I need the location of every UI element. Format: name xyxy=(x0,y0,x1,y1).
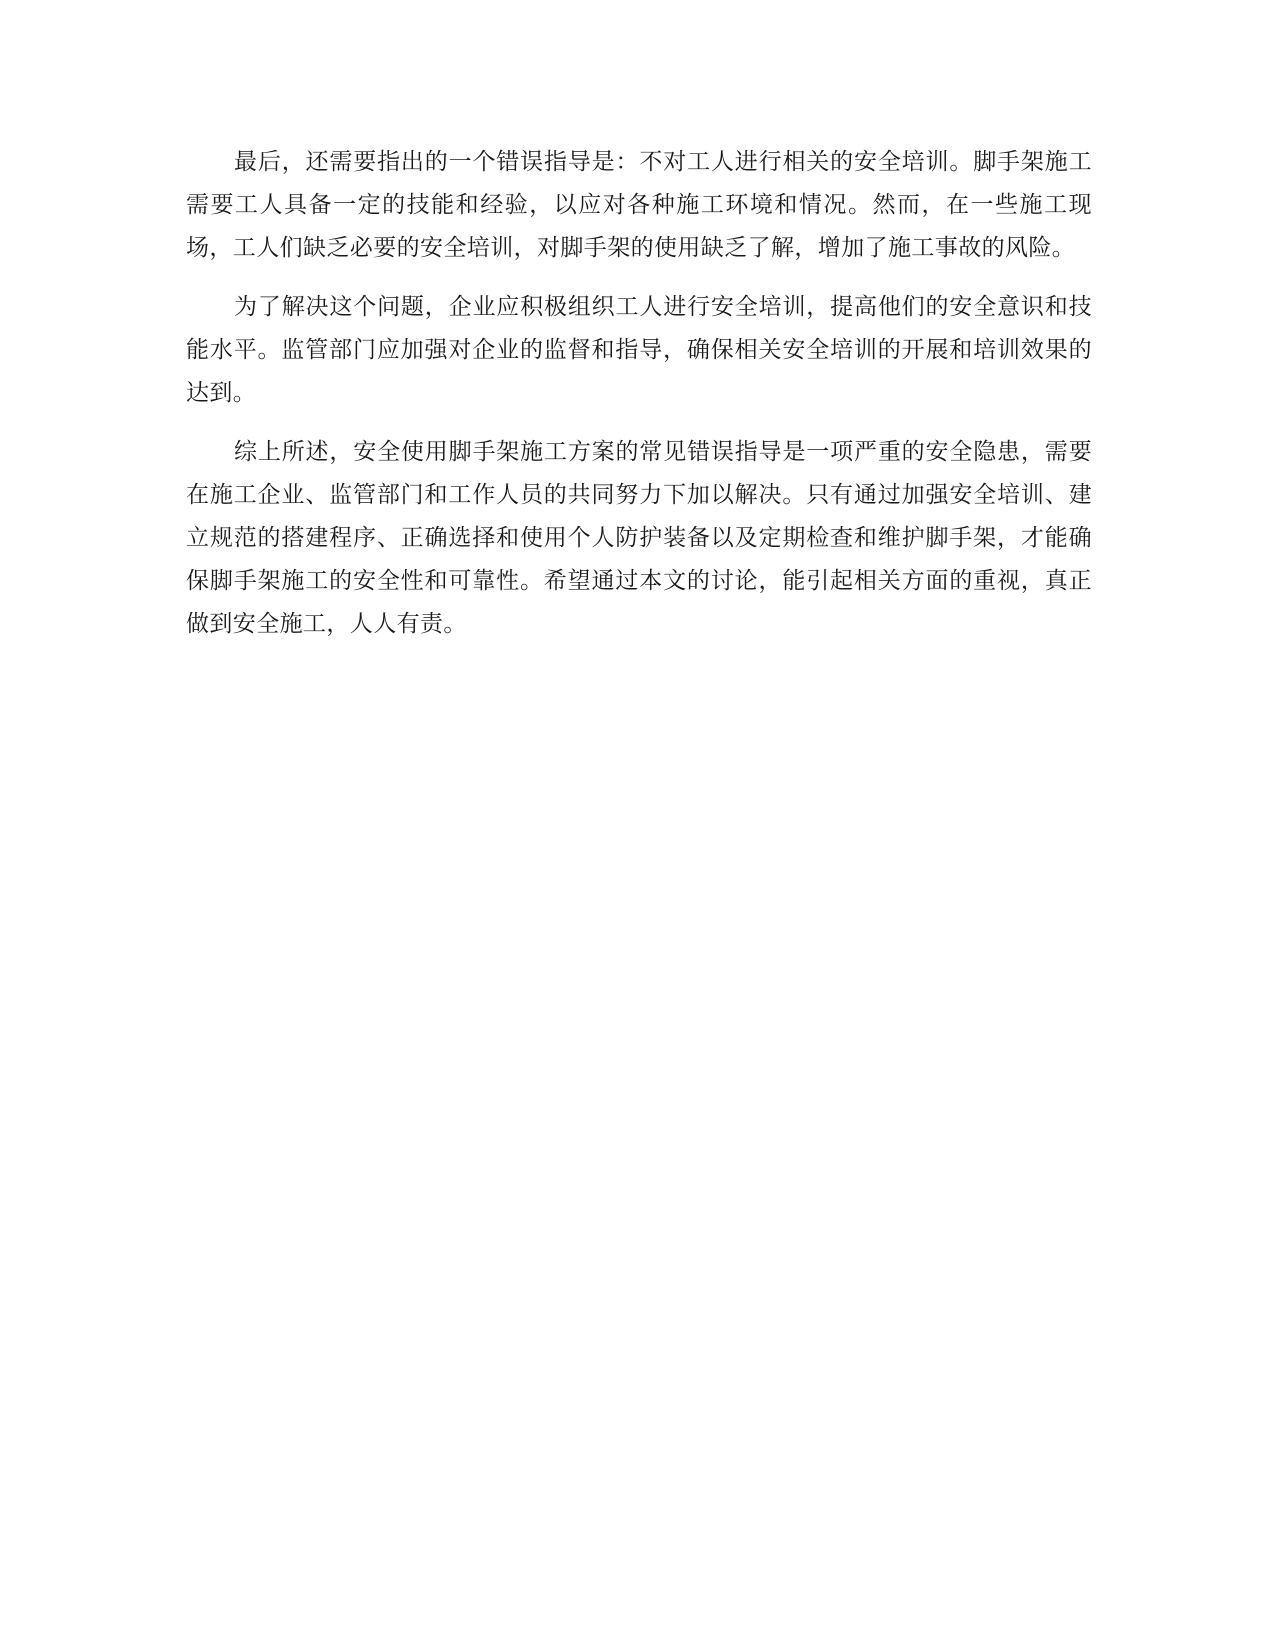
document-body xyxy=(186,141,1092,662)
paragraph-conclusion: 综上所述，安全使用脚手架施工方案的常见错误指导是一项严重的安全隐患，需要在施工企业、监管部门和工作人员的共同努力下加以解决。只有通过加强安全培训、建立规范的搭建程序、正确选择和使用个人防护装备以及定期检查和维护脚手架，才能确保脚手架施工的安全性和可靠性。希望通过本文的讨论，能引起相关方面的重视，真正做到安全施工，人人有责。 xyxy=(186,439,1092,637)
paragraph-training-error: 最后，还需要指出的一个错误指导是：不对工人进行相关的安全培训。脚手架施工需要工人具备一定的技能和经验，以应对各种施工环境和情况。然而，在一些施工现场，工人们缺乏必要的安全培训，对脚手架的使用缺乏了解，增加了施工事故的风险。 xyxy=(186,149,1092,261)
paragraph-solution: 为了解决这个问题，企业应积极组织工人进行安全培训，提高他们的安全意识和技能水平。监管部门应加强对企业的监督和指导，确保相关安全培训的开展和培训效果的达到。 xyxy=(186,294,1092,406)
